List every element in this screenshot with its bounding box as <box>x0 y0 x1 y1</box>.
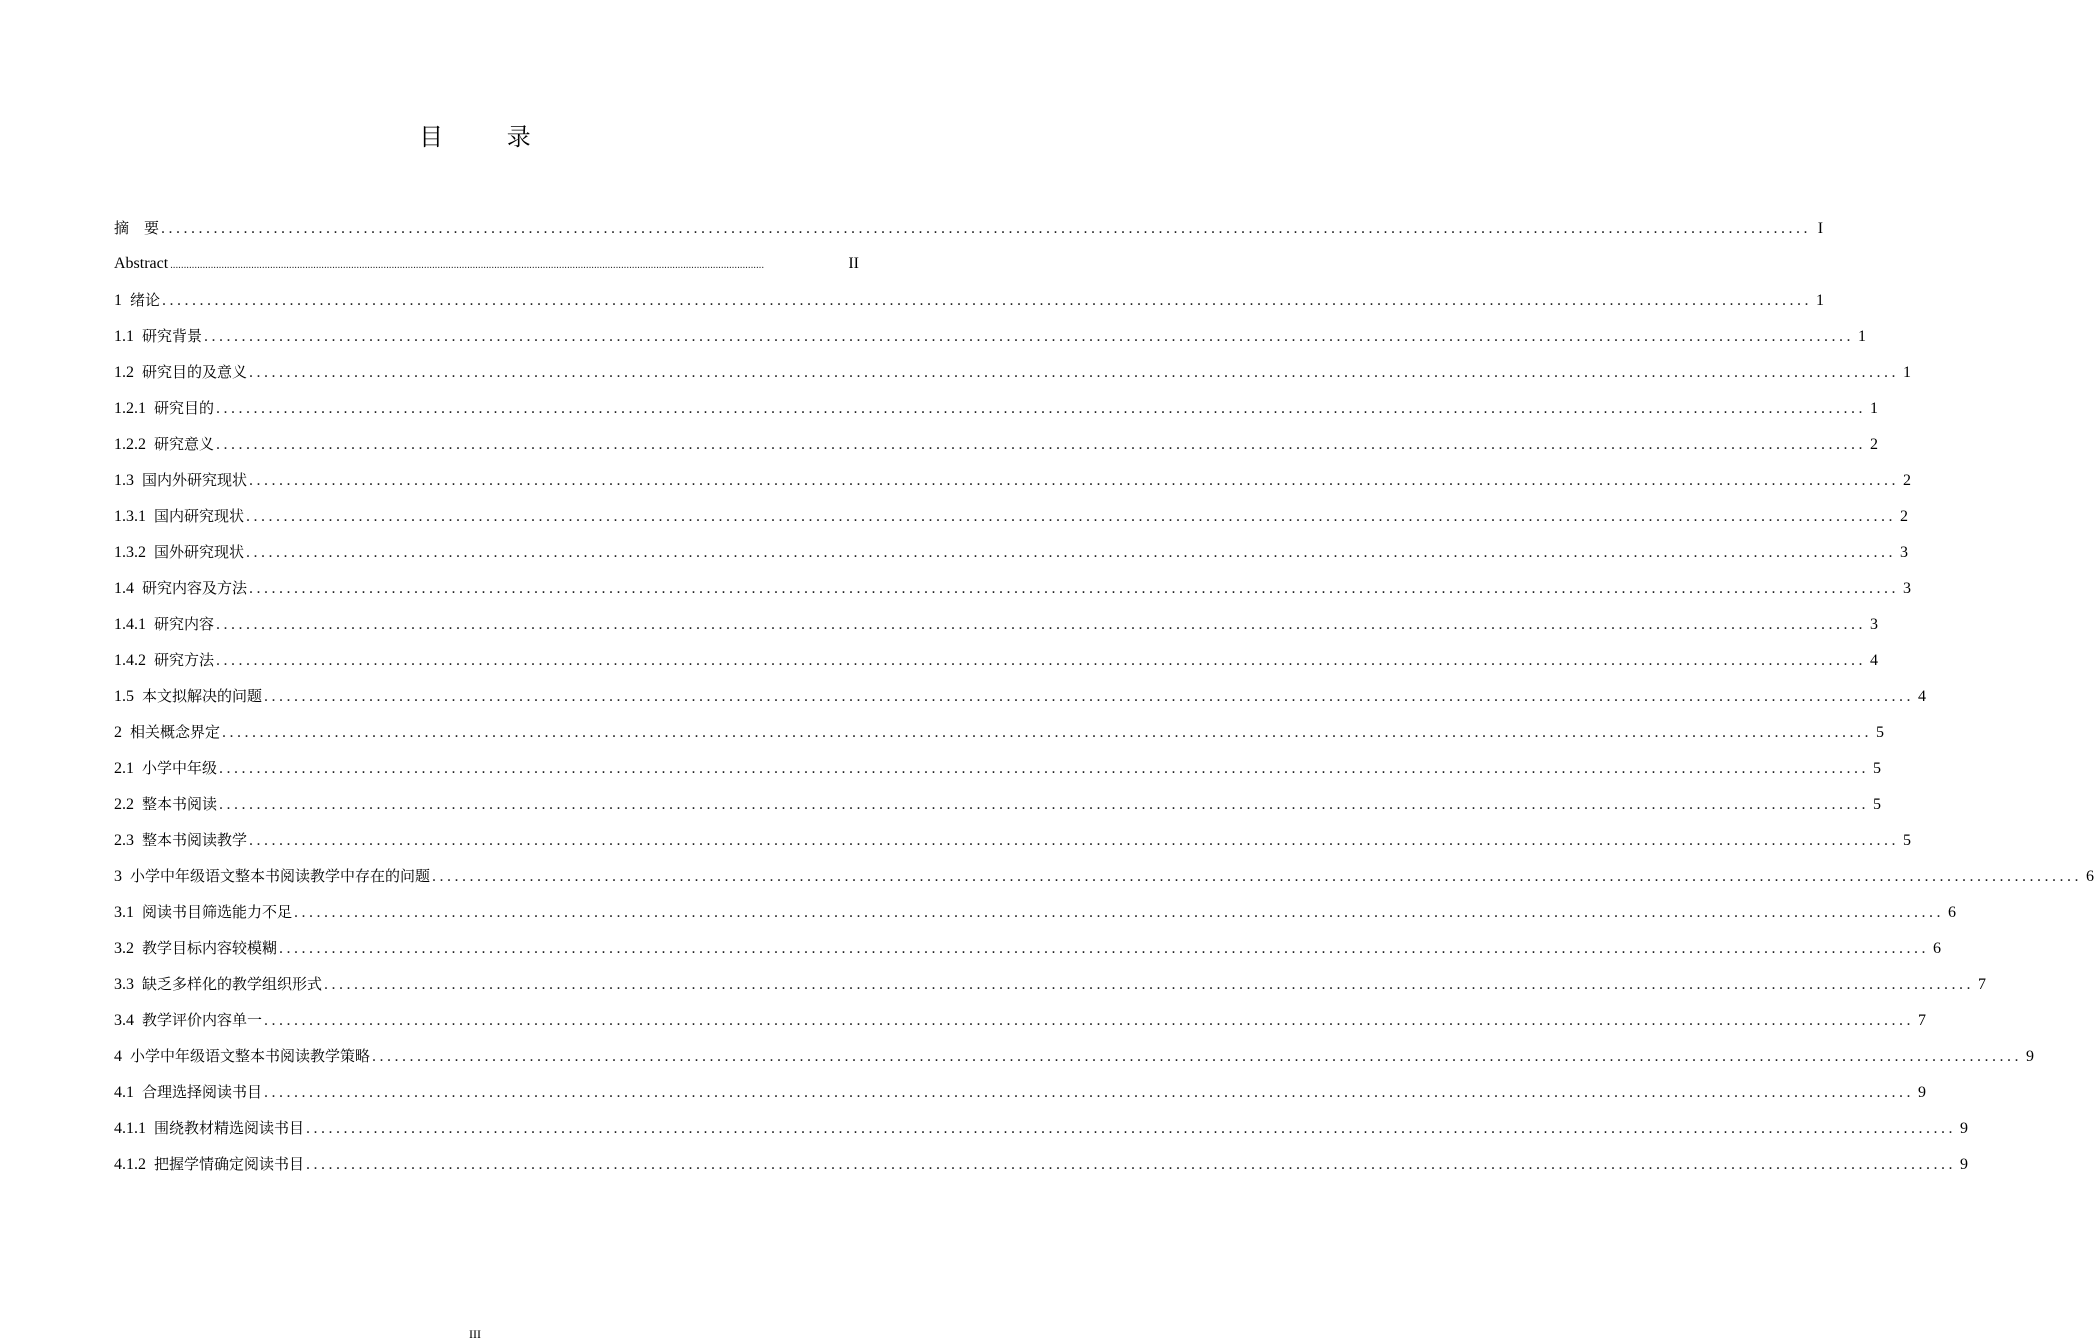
toc-entry-number: 3.4 <box>114 1012 134 1029</box>
toc-dot-leader: ............................................................................................................................................................................................................................ <box>216 616 1867 633</box>
toc-entry-title: 小学中年级语文整本书阅读教学中存在的问题 <box>130 867 431 885</box>
toc-entry-label <box>114 390 214 427</box>
toc-entry-number: 2.2 <box>114 796 134 813</box>
toc-entry-title: 合理选择阅读书目 <box>142 1083 263 1101</box>
toc-dot-leader: ............................................................................................................................................................................................................................ <box>324 976 1975 993</box>
toc-entry-page: 5 <box>1903 832 1912 849</box>
toc-entry[interactable] <box>114 1038 2035 1074</box>
toc-entry[interactable] <box>114 966 1987 1002</box>
toc-entry-page: 6 <box>2086 868 2094 885</box>
toc-entry[interactable] <box>114 606 1879 642</box>
toc-dot-leader: ............................................................................................................................................................................................................................ <box>264 1012 1915 1029</box>
toc-entry-label <box>114 930 277 967</box>
toc-dot-leader: ............................................................................................................................................................................................................................ <box>222 724 1873 741</box>
toc-entry-gap <box>134 328 142 345</box>
toc-entry-page: 5 <box>1873 760 1882 777</box>
toc-entry-title: 国内研究现状 <box>154 507 245 525</box>
toc-entry[interactable] <box>114 426 1879 462</box>
toc-entry-gap <box>134 832 142 849</box>
toc-entry[interactable] <box>114 570 1912 606</box>
toc-entry-page: 9 <box>1960 1156 1969 1173</box>
toc-entry-label <box>114 570 247 607</box>
toc-entry-number: 1.2.1 <box>114 400 146 417</box>
toc-entry[interactable] <box>114 822 1912 858</box>
toc-entry-page: 2 <box>1900 508 1909 525</box>
toc-entry[interactable] <box>114 498 1909 534</box>
toc-entry-number: 1.5 <box>114 688 134 705</box>
toc-entry[interactable] <box>114 1002 1927 1038</box>
toc-entry-label <box>114 894 292 931</box>
toc-entry-gap <box>146 652 154 669</box>
toc-entry-label <box>114 462 247 499</box>
toc-entry-title: 研究内容 <box>154 615 215 633</box>
toc-dot-leader: ............................................................................................................................................................................................................................ <box>249 472 1900 489</box>
toc-entry-gap <box>134 364 142 381</box>
toc-entry-title: 国内外研究现状 <box>142 471 248 489</box>
toc-entry-page: 6 <box>1933 940 1942 957</box>
toc-entry-label <box>114 498 244 535</box>
toc-dot-leader: ............................................................................................................................................................................................................................ <box>249 580 1900 597</box>
toc-entry-title: 绪论 <box>130 291 161 309</box>
toc-entry[interactable] <box>114 1074 1927 1110</box>
toc-dot-leader: ............................................................................................................................................................................................................................ <box>170 260 765 271</box>
toc-entry-page: II <box>848 255 859 272</box>
toc-entry-title: 研究内容及方法 <box>142 579 248 597</box>
toc-entry-label <box>114 318 202 355</box>
toc-entry-label <box>114 282 160 319</box>
toc-dot-leader: ............................................................................................................................................................................................................................ <box>219 796 1870 813</box>
toc-entry[interactable] <box>114 714 1885 750</box>
toc-entry-gap <box>122 724 130 741</box>
toc-entry[interactable] <box>114 534 1909 570</box>
toc-entry-number: 1.2 <box>114 364 134 381</box>
toc-entry-label <box>114 642 214 679</box>
toc-entry-page: 6 <box>1948 904 1957 921</box>
toc-entry-page: 3 <box>1900 544 1909 561</box>
toc-dot-leader: ............................................................................................................................................................................................................................ <box>162 292 1813 309</box>
toc-entry-gap <box>122 868 130 885</box>
toc-entry-label <box>114 606 214 643</box>
toc-entry-label <box>114 534 244 571</box>
toc-entry-gap <box>134 904 142 921</box>
toc-entry[interactable] <box>114 894 1957 930</box>
toc-entry-label <box>114 426 214 463</box>
toc-entry[interactable] <box>114 678 1927 714</box>
toc-entry-number: 3 <box>114 868 122 885</box>
toc-entry-number: 2.1 <box>114 760 134 777</box>
toc-entry-gap <box>122 292 130 309</box>
toc-entry-label <box>114 786 217 823</box>
toc-entry-gap <box>146 1156 154 1173</box>
toc-entry-title: 把握学情确定阅读书目 <box>154 1155 305 1173</box>
toc-entry[interactable] <box>114 930 1942 966</box>
toc-entry-label <box>114 858 430 895</box>
toc-entry[interactable] <box>114 750 1882 786</box>
toc-dot-leader: ............................................................................................................................................................................................................................ <box>246 544 1897 561</box>
toc-dot-leader: ............................................................................................................................................................................................................................ <box>246 508 1897 525</box>
toc-entry-gap <box>146 436 154 453</box>
toc-entry-number: 1.1 <box>114 328 134 345</box>
toc-entry-title: 教学目标内容较模糊 <box>142 939 278 957</box>
toc-entry-title: 整本书阅读教学 <box>142 831 248 849</box>
toc-entry-label <box>114 1146 304 1183</box>
toc-entry-page: I <box>1817 220 1824 237</box>
toc-dot-leader: ............................................................................................................................................................................................................................ <box>294 904 1945 921</box>
toc-entry-label <box>114 1074 262 1111</box>
toc-entry-page: 1 <box>1816 292 1825 309</box>
toc-entry-label <box>114 822 247 859</box>
toc-entry-number: 2.3 <box>114 832 134 849</box>
toc-entry-title: 本文拟解决的问题 <box>142 687 263 705</box>
toc-entry-number: 1.2.2 <box>114 436 146 453</box>
toc-dot-leader: ............................................................................................................................................................................................................................ <box>249 364 1900 381</box>
toc-entry-title: Abstract <box>114 255 169 272</box>
toc-entry-title: 研究目的及意义 <box>142 363 248 381</box>
toc-dot-leader: ............................................................................................................................................................................................................................ <box>161 220 1812 237</box>
toc-entry-label <box>114 354 247 391</box>
toc-entry-page: 5 <box>1876 724 1885 741</box>
toc-entry-page: 4 <box>1918 688 1927 705</box>
toc-entry-number: 4.1 <box>114 1084 134 1101</box>
toc-entry-label <box>114 210 159 247</box>
toc-entry-number: 1 <box>114 292 122 309</box>
toc-entry-title: 摘 要 <box>114 219 160 237</box>
toc-entry[interactable] <box>114 210 1824 246</box>
toc-entry-gap <box>146 616 154 633</box>
toc-entry-gap <box>134 1012 142 1029</box>
toc-entry-page: 7 <box>1918 1012 1927 1029</box>
toc-dot-leader: ............................................................................................................................................................................................................................ <box>216 652 1867 669</box>
toc-entry-number: 1.3 <box>114 472 134 489</box>
toc-dot-leader: ............................................................................................................................................................................................................................ <box>264 1084 1915 1101</box>
toc-entry-page: 4 <box>1870 652 1879 669</box>
toc-entry[interactable] <box>114 354 1912 390</box>
toc-dot-leader: ............................................................................................................................................................................................................................ <box>306 1120 1957 1137</box>
toc-entry-gap <box>134 1084 142 1101</box>
toc-entry-gap <box>134 760 142 777</box>
toc-entry-title: 围绕教材精选阅读书目 <box>154 1119 305 1137</box>
toc-entry-page: 3 <box>1903 580 1912 597</box>
toc-entry-gap <box>134 688 142 705</box>
toc-entry-gap <box>134 940 142 957</box>
toc-dot-leader: ............................................................................................................................................................................................................................ <box>249 832 1900 849</box>
toc-entry-page: 9 <box>1960 1120 1969 1137</box>
toc-entry-title: 相关概念界定 <box>130 723 221 741</box>
toc-entry[interactable] <box>114 1146 1969 1182</box>
toc-entry-label <box>114 714 220 751</box>
toc-entry-gap <box>146 508 154 525</box>
toc-entry[interactable] <box>114 246 859 282</box>
toc-entry-number: 1.4 <box>114 580 134 597</box>
toc-entry-label <box>114 246 168 282</box>
toc-entry-page: 9 <box>1918 1084 1927 1101</box>
toc-entry-number: 2 <box>114 724 122 741</box>
toc-entry-title: 国外研究现状 <box>154 543 245 561</box>
toc-entry-page: 5 <box>1873 796 1882 813</box>
toc-entry-gap <box>146 1120 154 1137</box>
toc-entry-title: 研究意义 <box>154 435 215 453</box>
toc-entry-label <box>114 750 217 787</box>
toc-entry-gap <box>134 976 142 993</box>
toc-entry-label <box>114 1002 262 1039</box>
page-number-footer: III <box>469 1327 481 1341</box>
toc-entry-number: 1.4.1 <box>114 616 146 633</box>
toc-dot-leader: ............................................................................................................................................................................................................................ <box>372 1048 2023 1065</box>
toc-entry[interactable] <box>114 390 1879 426</box>
toc-entry-page: 1 <box>1858 328 1867 345</box>
toc-entry-title: 研究目的 <box>154 399 215 417</box>
toc-entry-page: 3 <box>1870 616 1879 633</box>
toc-dot-leader: ............................................................................................................................................................................................................................ <box>216 400 1867 417</box>
toc-dot-leader: ............................................................................................................................................................................................................................ <box>219 760 1870 777</box>
toc-entry[interactable] <box>114 318 1867 354</box>
toc-entry[interactable] <box>114 786 1882 822</box>
toc-dot-leader: ............................................................................................................................................................................................................................ <box>264 688 1915 705</box>
toc-entry[interactable] <box>114 462 1912 498</box>
page-title: 目 录 <box>419 123 559 151</box>
toc-entry-gap <box>146 544 154 561</box>
toc-dot-leader: ............................................................................................................................................................................................................................ <box>216 436 1867 453</box>
toc-entry[interactable] <box>114 642 1879 678</box>
toc-dot-leader: ............................................................................................................................................................................................................................ <box>306 1156 1957 1173</box>
toc-entry-label <box>114 1038 370 1075</box>
table-of-contents <box>114 210 2094 1182</box>
toc-entry-label <box>114 1110 304 1147</box>
toc-entry-page: 2 <box>1903 472 1912 489</box>
toc-entry-title: 缺乏多样化的教学组织形式 <box>142 975 323 993</box>
toc-dot-leader: ............................................................................................................................................................................................................................ <box>279 940 1930 957</box>
toc-entry-number: 3.3 <box>114 976 134 993</box>
toc-entry-page: 2 <box>1870 436 1879 453</box>
toc-entry-number: 1.4.2 <box>114 652 146 669</box>
toc-entry-number: 1.3.2 <box>114 544 146 561</box>
toc-entry[interactable] <box>114 858 2094 894</box>
toc-entry-number: 4.1.2 <box>114 1156 146 1173</box>
toc-entry-label <box>114 678 262 715</box>
toc-entry-title: 小学中年级语文整本书阅读教学策略 <box>130 1047 371 1065</box>
toc-entry-title: 研究背景 <box>142 327 203 345</box>
toc-entry[interactable] <box>114 1110 1969 1146</box>
toc-entry-gap <box>122 1048 130 1065</box>
toc-entry-gap <box>134 796 142 813</box>
toc-entry-title: 研究方法 <box>154 651 215 669</box>
toc-entry[interactable] <box>114 282 1825 318</box>
toc-entry-number: 3.2 <box>114 940 134 957</box>
toc-entry-number: 4 <box>114 1048 122 1065</box>
toc-entry-number: 1.3.1 <box>114 508 146 525</box>
toc-entry-page: 1 <box>1870 400 1879 417</box>
toc-entry-title: 阅读书目筛选能力不足 <box>142 903 293 921</box>
toc-entry-title: 教学评价内容单一 <box>142 1011 263 1029</box>
toc-entry-title: 小学中年级 <box>142 759 218 777</box>
toc-entry-page: 9 <box>2026 1048 2035 1065</box>
toc-entry-gap <box>146 400 154 417</box>
toc-entry-page: 7 <box>1978 976 1987 993</box>
toc-dot-leader: ............................................................................................................................................................................................................................ <box>204 328 1855 345</box>
toc-entry-gap <box>134 472 142 489</box>
toc-entry-label <box>114 966 322 1003</box>
toc-entry-title: 整本书阅读 <box>142 795 218 813</box>
toc-entry-page: 1 <box>1903 364 1912 381</box>
toc-dot-leader: ............................................................................................................................................................................................................................ <box>432 868 2083 885</box>
toc-entry-number: 3.1 <box>114 904 134 921</box>
toc-entry-number: 4.1.1 <box>114 1120 146 1137</box>
toc-entry-gap <box>134 580 142 597</box>
